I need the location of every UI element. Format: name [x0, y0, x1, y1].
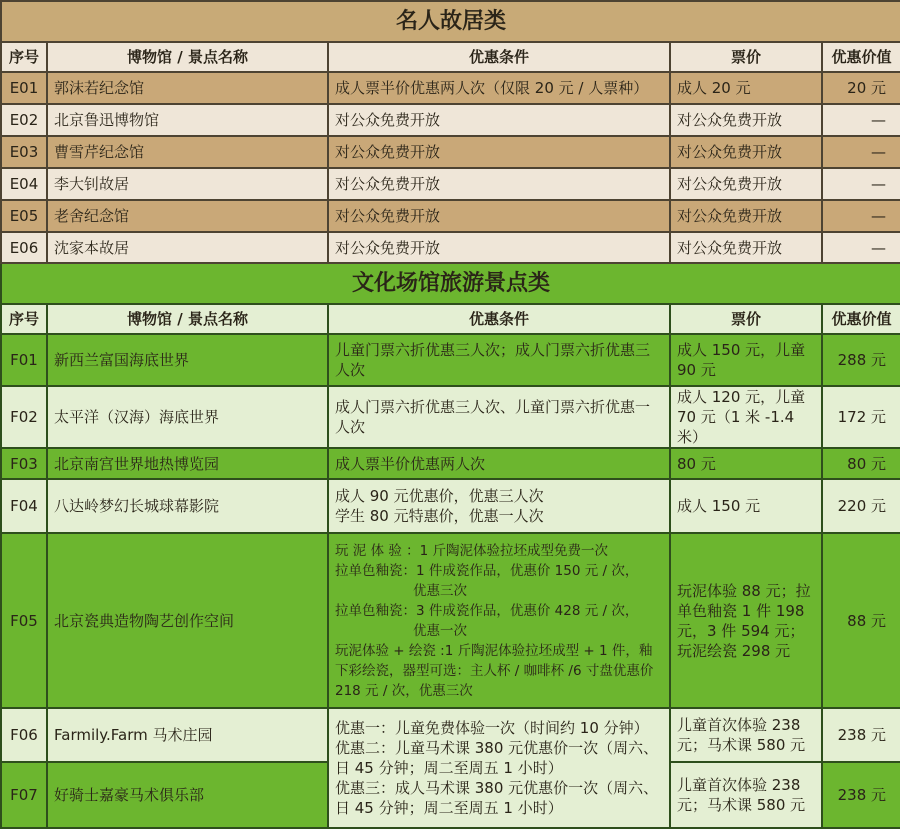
table-row — [1, 72, 900, 104]
venue-name: 老舍纪念馆 — [47, 200, 328, 232]
table-row — [1, 708, 900, 762]
discount-value: — — [822, 168, 900, 200]
discount-value: 172 元 — [822, 386, 900, 448]
discount-condition: 对公众免费开放 — [328, 104, 670, 136]
venue-name: 李大钊故居 — [47, 168, 328, 200]
discount-condition: 对公众免费开放 — [328, 232, 670, 263]
ticket-price: 80 元 — [670, 448, 822, 479]
condition-line: 优惠三次 — [413, 582, 467, 599]
discount-value: — — [822, 104, 900, 136]
ticket-price: 对公众免费开放 — [670, 232, 822, 263]
condition-line: 成人 90 元优惠价，优惠三人次 — [335, 487, 544, 505]
row-id: E02 — [1, 104, 47, 136]
discount-condition: 对公众免费开放 — [328, 200, 670, 232]
table-row — [1, 386, 900, 448]
table-row — [1, 200, 900, 232]
discount-condition: 对公众免费开放 — [328, 136, 670, 168]
condition-line: 优惠三：成人马术课 380 元优惠价一次（周六、日 45 分钟；周二至周五 1 小时） — [335, 779, 659, 817]
row-id: E04 — [1, 168, 47, 200]
condition-line: 学生 80 元特惠价，优惠一人次 — [335, 507, 544, 525]
venue-name: 好骑士嘉豪马术俱乐部 — [47, 762, 328, 828]
header-name: 博物馆 / 景点名称 — [47, 304, 328, 334]
ticket-price: 成人 150 元 — [670, 479, 822, 533]
condition-line: 优惠一：儿童免费体验一次（时间约 10 分钟） — [335, 719, 649, 737]
table-row — [1, 232, 900, 263]
header-id: 序号 — [1, 42, 47, 72]
header-row — [1, 304, 900, 334]
venue-name: 北京鲁迅博物馆 — [47, 104, 328, 136]
venue-name: 沈家本故居 — [47, 232, 328, 263]
condition-line: 玩 泥 体 验 ：1 斤陶泥体验拉坯成型免费一次 — [335, 542, 609, 559]
row-id: F07 — [1, 762, 47, 828]
discount-condition — [328, 479, 670, 533]
table-row — [1, 533, 900, 708]
row-id: E03 — [1, 136, 47, 168]
header-name: 博物馆 / 景点名称 — [47, 42, 328, 72]
venue-name: 太平洋（汉海）海底世界 — [47, 386, 328, 448]
condition-line: 拉单色釉瓷：3 件成瓷作品，优惠价 428 元 / 次， — [335, 602, 639, 619]
row-id: F06 — [1, 708, 47, 762]
ticket-price: 对公众免费开放 — [670, 104, 822, 136]
ticket-price: 对公众免费开放 — [670, 200, 822, 232]
venue-name: 八达岭梦幻长城球幕影院 — [47, 479, 328, 533]
table-row — [1, 104, 900, 136]
discount-value: 238 元 — [822, 708, 900, 762]
discount-value: 80 元 — [822, 448, 900, 479]
discount-condition: 成人门票六折优惠三人次、儿童门票六折优惠一人次 — [328, 386, 670, 448]
venue-name: 北京瓷典造物陶艺创作空间 — [47, 533, 328, 708]
venue-name: Farmily.Farm 马术庄园 — [47, 708, 328, 762]
row-id: F02 — [1, 386, 47, 448]
row-id: E01 — [1, 72, 47, 104]
table-row — [1, 334, 900, 386]
table-row — [1, 479, 900, 533]
venue-name: 北京南宫世界地热博览园 — [47, 448, 328, 479]
row-id: E06 — [1, 232, 47, 263]
section-title-celebrity-residences: 名人故居类 — [1, 1, 900, 42]
row-id: F05 — [1, 533, 47, 708]
ticket-price: 成人 20 元 — [670, 72, 822, 104]
ticket-price: 成人 150 元，儿童 90 元 — [670, 334, 822, 386]
discount-condition: 对公众免费开放 — [328, 168, 670, 200]
discount-value: — — [822, 136, 900, 168]
ticket-price: 儿童首次体验 238 元；马术课 580 元 — [670, 762, 822, 828]
row-id: F03 — [1, 448, 47, 479]
discount-value: — — [822, 200, 900, 232]
header-price: 票价 — [670, 304, 822, 334]
table-row — [1, 168, 900, 200]
discount-value: 220 元 — [822, 479, 900, 533]
discount-value: 88 元 — [822, 533, 900, 708]
discount-value: 288 元 — [822, 334, 900, 386]
row-id: E05 — [1, 200, 47, 232]
discount-value: 238 元 — [822, 762, 900, 828]
condition-line: 优惠一次 — [413, 622, 467, 639]
ticket-price: 玩泥体验 88 元；拉单色釉瓷 1 件 198 元，3 件 594 元；玩泥绘瓷 298 元 — [670, 533, 822, 708]
shared-discount-condition — [328, 708, 670, 828]
discount-value: — — [822, 232, 900, 263]
ticket-price: 成人 120 元，儿童 70 元（1 米 -1.4 米） — [670, 386, 822, 448]
header-value: 优惠价值 — [822, 304, 900, 334]
section-title-cultural-venues: 文化场馆旅游景点类 — [1, 263, 900, 304]
condition-line: 拉单色釉瓷：1 件成瓷作品，优惠价 150 元 / 次， — [335, 562, 639, 579]
ticket-price: 儿童首次体验 238 元；马术课 580 元 — [670, 708, 822, 762]
table-row — [1, 448, 900, 479]
table-row — [1, 136, 900, 168]
header-condition: 优惠条件 — [328, 304, 670, 334]
discount-condition: 成人票半价优惠两人次（仅限 20 元 / 人票种） — [328, 72, 670, 104]
venue-name: 曹雪芹纪念馆 — [47, 136, 328, 168]
venue-name: 郭沫若纪念馆 — [47, 72, 328, 104]
header-id: 序号 — [1, 304, 47, 334]
row-id: F01 — [1, 334, 47, 386]
condition-line: 玩泥体验 + 绘瓷 :1 斤陶泥体验拉坯成型 + 1 件，釉下彩绘瓷，器型可选：主人杯 / 咖啡杯 /6 寸盘优惠价 218 元 / 次，优惠三次 — [335, 642, 654, 699]
condition-line: 优惠二：儿童马术课 380 元优惠价一次（周六、日 45 分钟；周二至周五 1 小时） — [335, 739, 659, 777]
discount-condition: 成人票半价优惠两人次 — [328, 448, 670, 479]
discount-condition: 儿童门票六折优惠三人次；成人门票六折优惠三人次 — [328, 334, 670, 386]
ticket-price: 对公众免费开放 — [670, 168, 822, 200]
discount-condition — [328, 533, 670, 708]
header-price: 票价 — [670, 42, 822, 72]
header-value: 优惠价值 — [822, 42, 900, 72]
ticket-price: 对公众免费开放 — [670, 136, 822, 168]
header-condition: 优惠条件 — [328, 42, 670, 72]
discount-value: 20 元 — [822, 72, 900, 104]
row-id: F04 — [1, 479, 47, 533]
venue-name: 新西兰富国海底世界 — [47, 334, 328, 386]
header-row — [1, 42, 900, 72]
